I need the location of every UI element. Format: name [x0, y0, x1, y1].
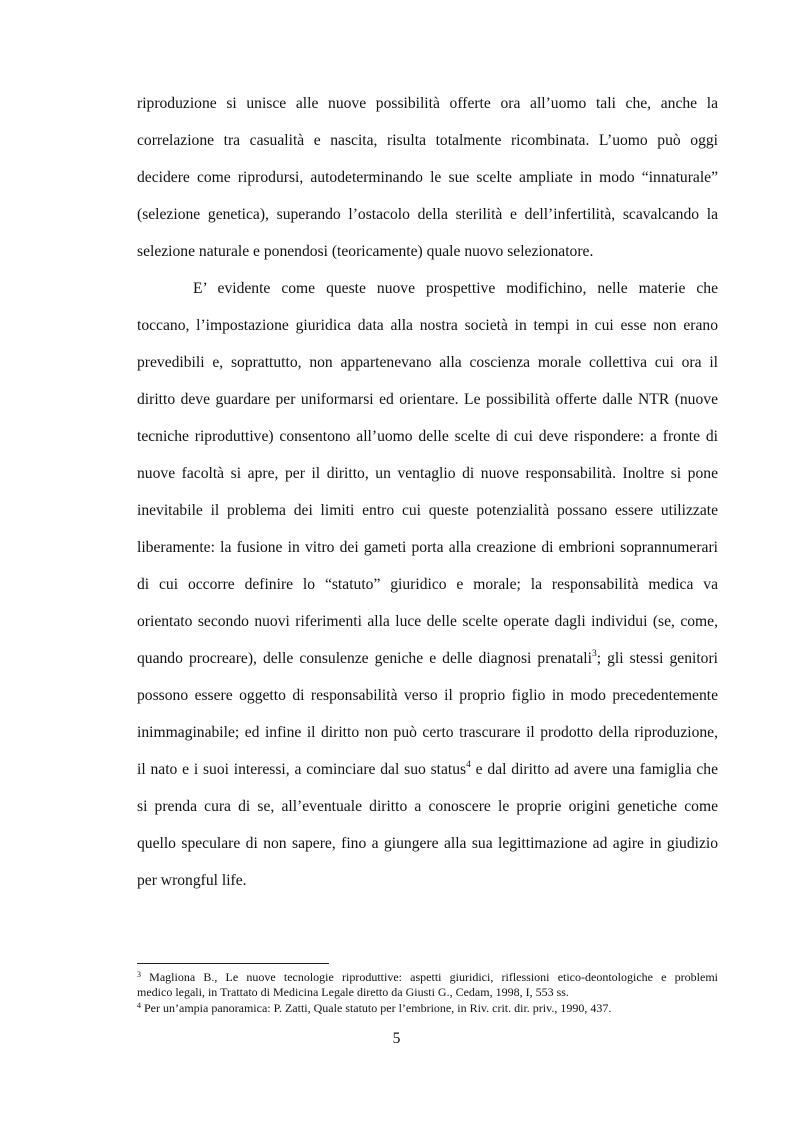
paragraph2-line-1: E’ evidente come queste nuove prospettive modifichino, nelle materie che — [193, 280, 718, 297]
text-span: il nato e i suoi interessi, a cominciare dal suo status — [137, 761, 467, 778]
paragraph1-line-3: decidere come riprodursi, autodeterminando le sue scelte ampliate in modo “innaturale” — [137, 169, 718, 186]
footnote-separator — [137, 963, 329, 964]
paragraph2-line-5: tecniche riproduttive) consentono all’uomo delle scelte di cui deve rispondere: a fronte di — [137, 428, 718, 445]
footnote-4 — [137, 1001, 718, 1015]
footnote-ref-4[interactable]: 4 — [466, 760, 471, 770]
text-span: e dal diritto ad avere una famiglia che — [470, 761, 718, 778]
paragraph2-line-7: inevitabile il problema dei limiti entro cui queste potenzialità possano essere utilizzate — [137, 502, 718, 519]
paragraph2-line-6: nuove facoltà si apre, per il diritto, un ventaglio di nuove responsabilità. Inoltre si pone — [137, 465, 718, 482]
paragraph2-line-16: quello speculare di non sapere, fino a giungere alla sua legittimazione ad agire in giudizio — [137, 835, 718, 852]
footnote-text: Magliona B., Le nuove tecnologie riproduttive: aspetti giuridici, riflessioni etico-deontologiche e problemi — [141, 970, 718, 984]
paragraph2-line-14 — [137, 760, 718, 780]
text-span: ; gli stessi genitori — [596, 650, 718, 667]
footnote-text: Per un’ampia panoramica: P. Zatti, Quale statuto per l’embrione, in Riv. crit. dir. priv., 1990, 437. — [141, 1001, 612, 1015]
paragraph2-line-4: diritto deve guardare per uniformarsi ed orientare. Le possibilità offerte dalle NTR (nuove — [137, 391, 718, 408]
paragraph2-line-9: di cui occorre definire lo “statuto” giuridico e morale; la responsabilità medica va — [137, 576, 718, 593]
paragraph2-line-12: possono essere oggetto di responsabilità verso il proprio figlio in modo precedentemente — [137, 687, 718, 704]
paragraph2-line-8: liberamente: la fusione in vitro dei gameti porta alla creazione di embrioni soprannumerari — [137, 539, 718, 556]
paragraph2-line-13: inimmaginabile; ed infine il diritto non può certo trascurare il prodotto della riproduzione, — [137, 724, 718, 741]
footnote-ref-3[interactable]: 3 — [591, 649, 597, 659]
paragraph2-line-11 — [137, 649, 718, 669]
paragraph2-line-2: toccano, l’impostazione giuridica data alla nostra società in tempi in cui esse non erano — [137, 317, 718, 334]
paragraph2-line-17: per wrongful life. — [137, 872, 247, 889]
paragraph1-line-1: riproduzione si unisce alle nuove possibilità offerte ora all’uomo tali che, anche la — [137, 95, 718, 112]
paragraph2-line-15: si prenda cura di se, all’eventuale diritto a conoscere le proprie origini genetiche come — [137, 798, 718, 815]
footnote-marker-3: 3 — [137, 970, 141, 979]
footnote-3-line-1 — [137, 970, 718, 984]
paragraph1-line-4: (selezione genetica), superando l’ostacolo della sterilità e dell’infertilità, scavalcando la — [137, 206, 718, 223]
paragraph1-line-2: correlazione tra casualità e nascita, risulta totalmente ricombinata. L’uomo può oggi — [137, 132, 718, 149]
footnote-3-line-2: medico legali, in Trattato di Medicina Legale diretto da Giusti G., Cedam, 1998, I, 553 ss. — [137, 985, 569, 999]
paragraph1-line-5: selezione naturale e ponendosi (teoricamente) quale nuovo selezionatore. — [137, 243, 594, 260]
footnote-marker-4: 4 — [137, 1001, 141, 1010]
paragraph2-line-10: orientato secondo nuovi riferimenti alla luce delle scelte operate dagli individui (se, come, — [137, 613, 718, 630]
text-span: quando procreare), delle consulenze geniche e delle diagnosi prenatali — [137, 650, 592, 667]
page-number: 5 — [392, 1030, 401, 1047]
paragraph2-line-3: prevedibili e, soprattutto, non appartenevano alla coscienza morale collettiva cui ora il — [137, 354, 718, 371]
